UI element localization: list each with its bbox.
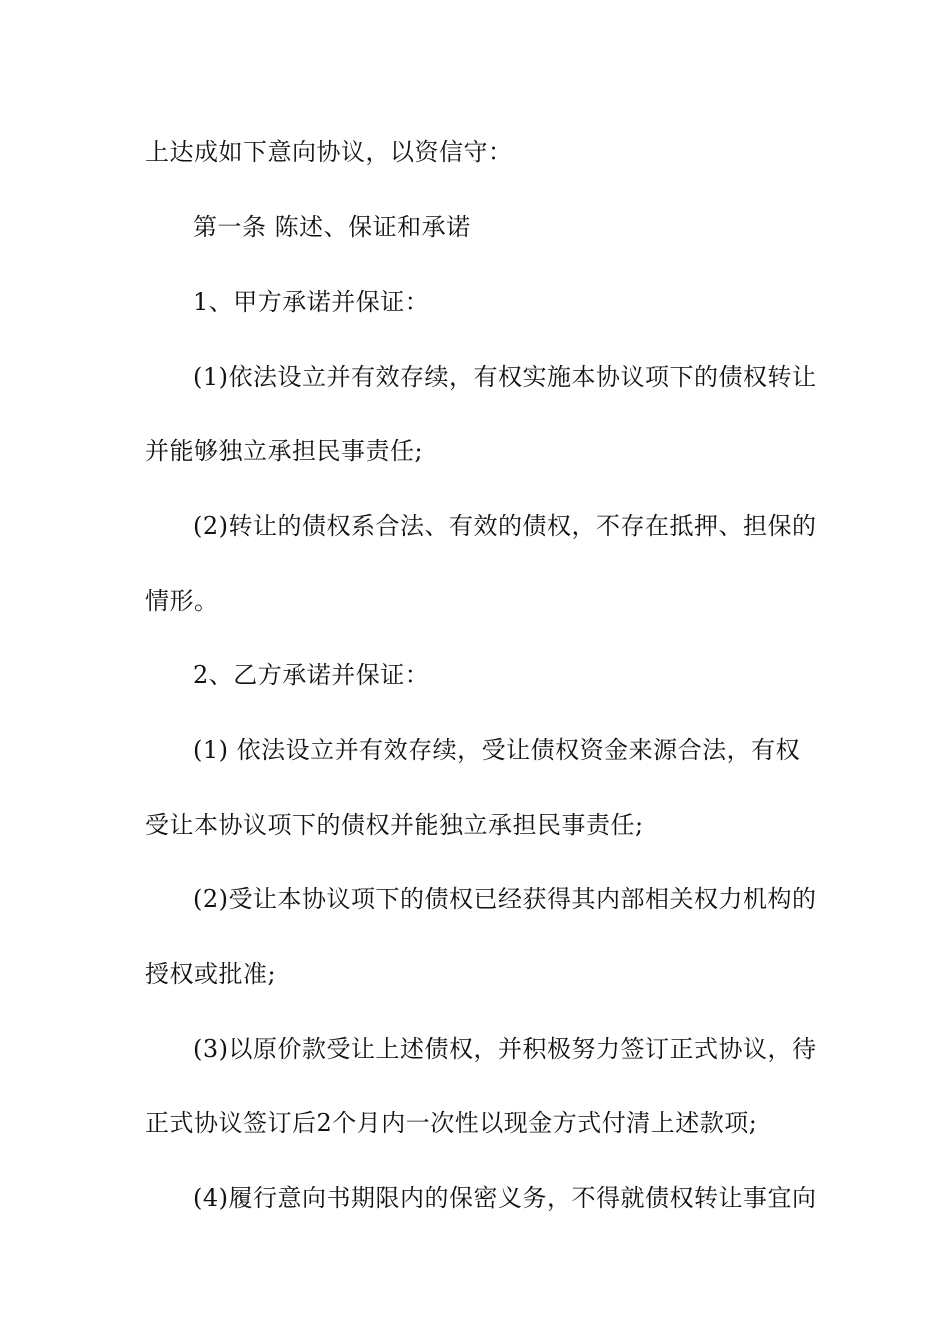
party-b-item-1-cont: 受让本协议项下的债权并能独立承担民事责任; bbox=[145, 811, 644, 839]
party-a-heading: 1、甲方承诺并保证： bbox=[193, 288, 430, 316]
party-b-item-3-cont: 正式协议签订后2个月内一次性以现金方式付清上述款项; bbox=[145, 1109, 758, 1137]
party-b-item-4: (4)履行意向书期限内的保密义务，不得就债权转让事宜向 bbox=[193, 1184, 817, 1212]
party-b-item-2-cont: 授权或批准; bbox=[145, 960, 277, 988]
party-b-item-3: (3)以原价款受让上述债权，并积极努力签订正式协议，待 bbox=[193, 1035, 817, 1063]
party-b-item-1: (1) 依法设立并有效存续，受让债权资金来源合法，有权 bbox=[193, 736, 801, 764]
text-line-agreement-intro: 上达成如下意向协议，以资信守： bbox=[145, 138, 513, 166]
party-a-item-1-cont: 并能够独立承担民事责任; bbox=[145, 437, 424, 465]
article-heading: 第一条 陈述、保证和承诺 bbox=[193, 213, 471, 241]
party-a-item-1: (1)依法设立并有效存续，有权实施本协议项下的债权转让 bbox=[193, 363, 817, 391]
party-b-heading: 2、乙方承诺并保证： bbox=[193, 661, 430, 689]
party-b-item-2: (2)受让本协议项下的债权已经获得其内部相关权力机构的 bbox=[193, 885, 817, 913]
party-a-item-2-cont: 情形。 bbox=[145, 587, 219, 615]
party-a-item-2: (2)转让的债权系合法、有效的债权，不存在抵押、担保的 bbox=[193, 512, 817, 540]
